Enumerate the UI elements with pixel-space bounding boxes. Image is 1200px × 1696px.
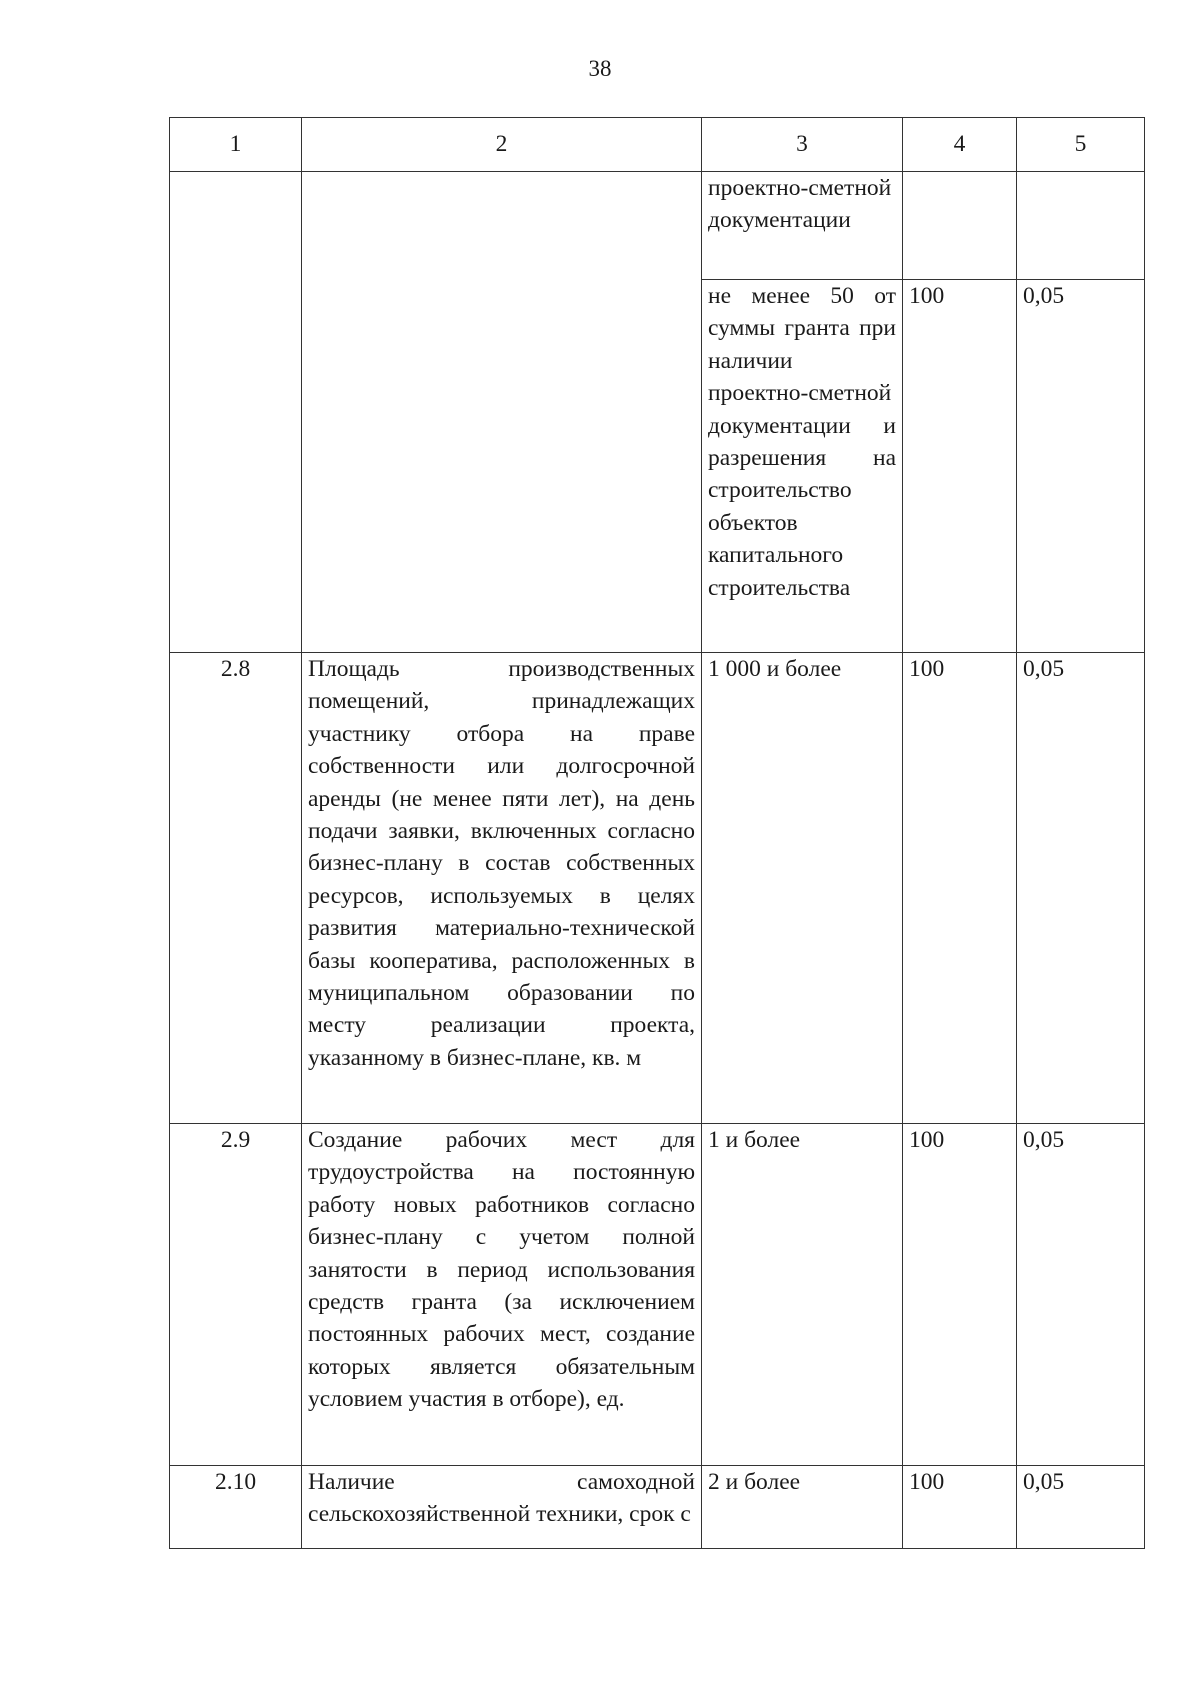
- criterion-cell: Площадь производственных помещений, принадлежащих участнику отбора на праве собственности или долгосрочной аренды (не менее пяти лет), на день подачи заявки, включенных согласно бизнес-плану в состав собственных ресурсов, используемых в целях развития материально-технической базы кооператива, расположенных в муниципальном образовании по месту реализации проекта, указанному в бизнес-плане, кв. м: [302, 653, 702, 1124]
- criterion-cell: [302, 172, 702, 653]
- points-cell: 100: [903, 1124, 1017, 1466]
- weight-cell: [1017, 172, 1145, 280]
- header-cell: 4: [903, 118, 1017, 172]
- page-number: 38: [588, 56, 612, 81]
- points-cell: 100: [903, 280, 1017, 653]
- header-cell: 5: [1017, 118, 1145, 172]
- row-number-cell: 2.8: [170, 653, 302, 1124]
- header-cell: 2: [302, 118, 702, 172]
- weight-cell: 0,05: [1017, 653, 1145, 1124]
- weight-cell: 0,05: [1017, 280, 1145, 653]
- criterion-cell: Создание рабочих мест для трудоустройства на постоянную работу новых работников согласно бизнес-плану с учетом полной занятости в период использования средств гранта (за исключением постоянных рабочих мест, создание которых является обязательным условием участия в отборе), ед.: [302, 1124, 702, 1466]
- header-cell: 1: [170, 118, 302, 172]
- table-row: [170, 1124, 1145, 1466]
- points-cell: [903, 172, 1017, 280]
- criteria-table: [169, 117, 1145, 1549]
- table-header-row: [170, 118, 1145, 172]
- row-number-cell: 2.10: [170, 1466, 302, 1549]
- value-cell: проектно-сметной документации: [702, 172, 903, 280]
- table-row: [170, 653, 1145, 1124]
- table-row: [170, 172, 1145, 280]
- criterion-cell: Наличие самоходной сельскохозяйственной техники, срок с: [302, 1466, 702, 1549]
- value-cell: 1 000 и более: [702, 653, 903, 1124]
- value-cell: не менее 50 от суммы гранта при наличии проектно-сметной документации и разрешения на строительство объектов капитального строительства: [702, 280, 903, 653]
- value-cell: 2 и более: [702, 1466, 903, 1549]
- weight-cell: 0,05: [1017, 1466, 1145, 1549]
- row-number-cell: [170, 172, 302, 653]
- header-cell: 3: [702, 118, 903, 172]
- table-row: [170, 1466, 1145, 1549]
- weight-cell: 0,05: [1017, 1124, 1145, 1466]
- row-number-cell: 2.9: [170, 1124, 302, 1466]
- points-cell: 100: [903, 1466, 1017, 1549]
- value-cell: 1 и более: [702, 1124, 903, 1466]
- points-cell: 100: [903, 653, 1017, 1124]
